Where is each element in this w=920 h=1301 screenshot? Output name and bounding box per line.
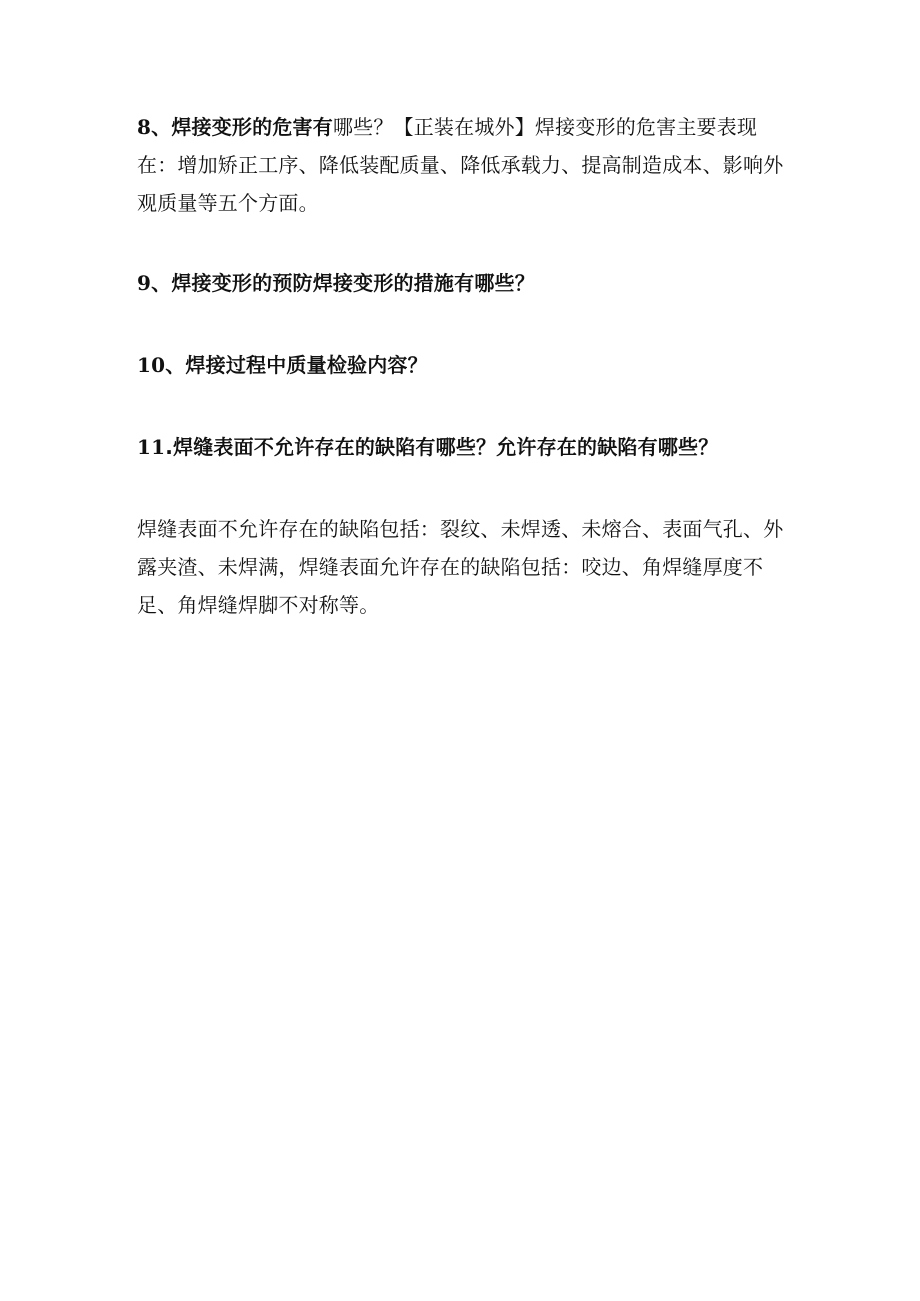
question-8-number: 8 — [137, 115, 152, 139]
question-8-heading: 、焊接变形的危害有 — [151, 115, 333, 139]
question-10-text: 、焊接过程中质量检验内容？ — [165, 353, 428, 377]
question-9-heading — [137, 264, 797, 302]
question-11-heading — [137, 428, 797, 466]
question-10-number: 10 — [137, 353, 166, 377]
question-8-paragraph — [137, 108, 797, 222]
question-11-text: .焊缝表面不允许存在的缺陷有哪些？允许存在的缺陷有哪些？ — [165, 435, 719, 459]
question-10-heading — [137, 346, 797, 384]
answer-11-paragraph: 焊缝表面不允许存在的缺陷包括：裂纹、未焊透、未熔合、表面气孔、外露夹渣、未焊满，焊缝表面允许存在的缺陷包括：咬边、角焊缝厚度不足、角焊缝焊脚不对称等。 — [137, 517, 784, 617]
question-8-answer: 哪些？【正装在城外】焊接变形的危害主要表现在：增加矫正工序、降低装配质量、降低承载力、提高制造成本、影响外观质量等五个方面。 — [137, 115, 784, 215]
question-9-text: 、焊接变形的预防焊接变形的措施有哪些？ — [151, 271, 535, 295]
question-9-number: 9 — [137, 271, 152, 295]
document-body — [137, 108, 797, 624]
question-11-number: 11 — [137, 435, 166, 459]
